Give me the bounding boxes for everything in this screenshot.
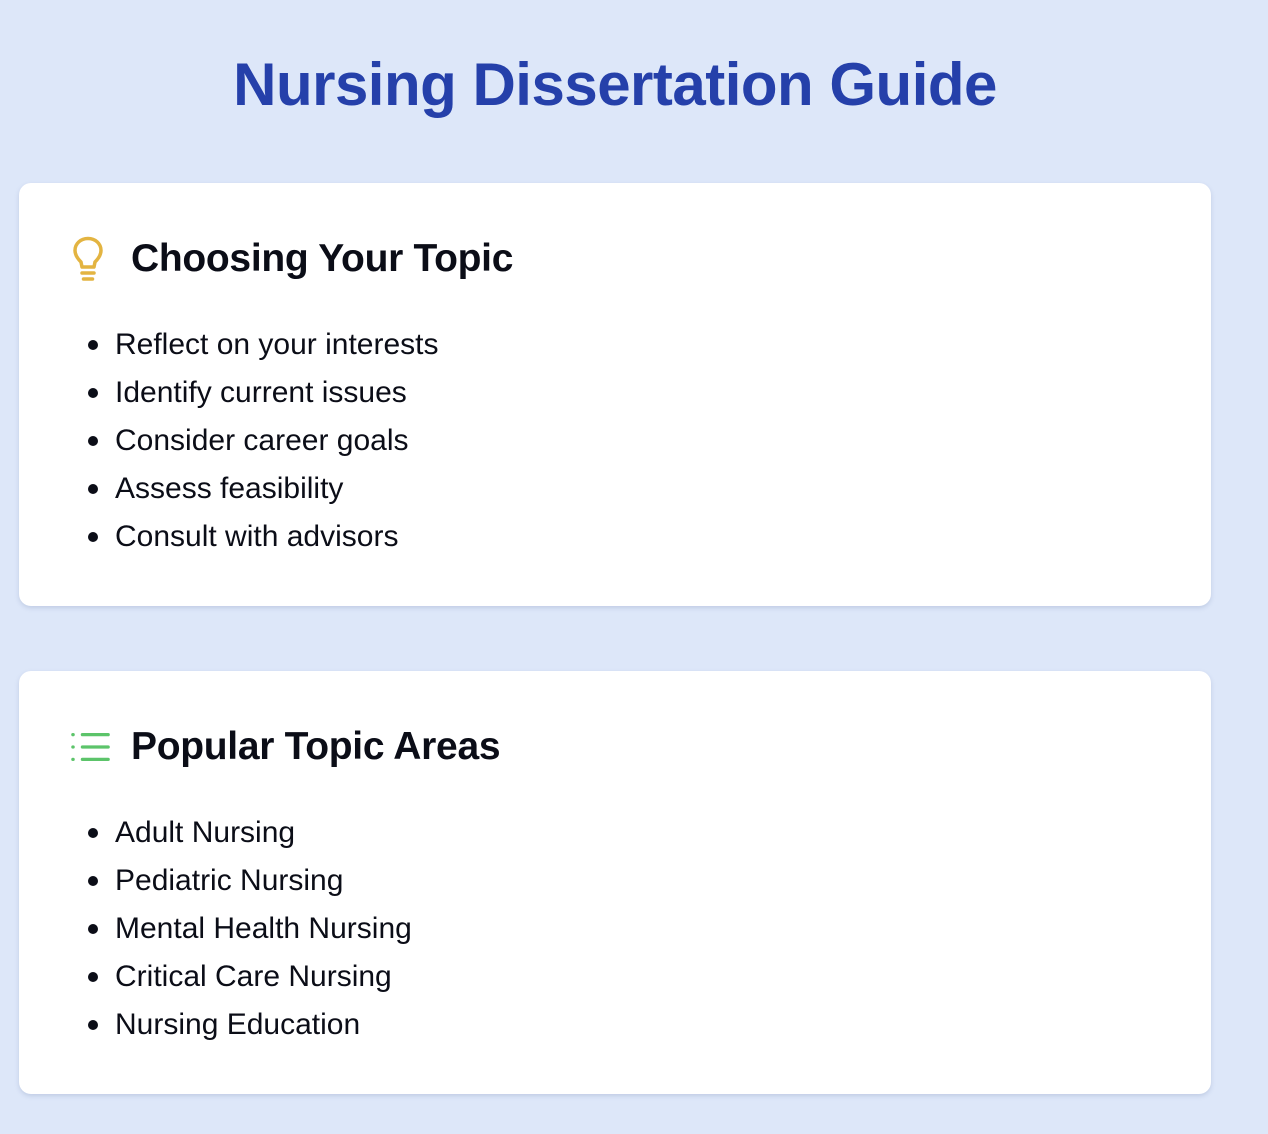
card-choosing-your-topic [19,183,1211,606]
bullet-icon [88,388,98,398]
list-item: Pediatric Nursing [115,857,412,905]
section-title: Choosing Your Topic [131,237,514,280]
card-popular-topic-areas [19,671,1211,1094]
section-title: Popular Topic Areas [131,725,501,768]
bullet-icon [88,876,98,886]
list-item: Identify current issues [115,369,438,417]
list-item: Critical Care Nursing [115,953,412,1001]
topic-areas-list [115,809,412,1049]
bullet-icon [88,340,98,350]
list-item: Mental Health Nursing [115,905,412,953]
list-item: Adult Nursing [115,809,412,857]
bullet-icon [88,1020,98,1030]
list-item: Consult with advisors [115,513,438,561]
bullet-icon [88,924,98,934]
card-header [71,235,513,283]
list-icon [71,723,111,771]
bullet-icon [88,484,98,494]
list-item: Nursing Education [115,1001,412,1049]
bullet-icon [88,972,98,982]
list-item: Consider career goals [115,417,438,465]
list-item: Reflect on your interests [115,321,438,369]
bullet-icon [88,828,98,838]
card-header [71,723,500,771]
lightbulb-icon [71,235,111,283]
page-title: Nursing Dissertation Guide [233,51,997,118]
topic-tips-list [115,321,438,561]
list-item: Assess feasibility [115,465,438,513]
bullet-icon [88,436,98,446]
bullet-icon [88,532,98,542]
